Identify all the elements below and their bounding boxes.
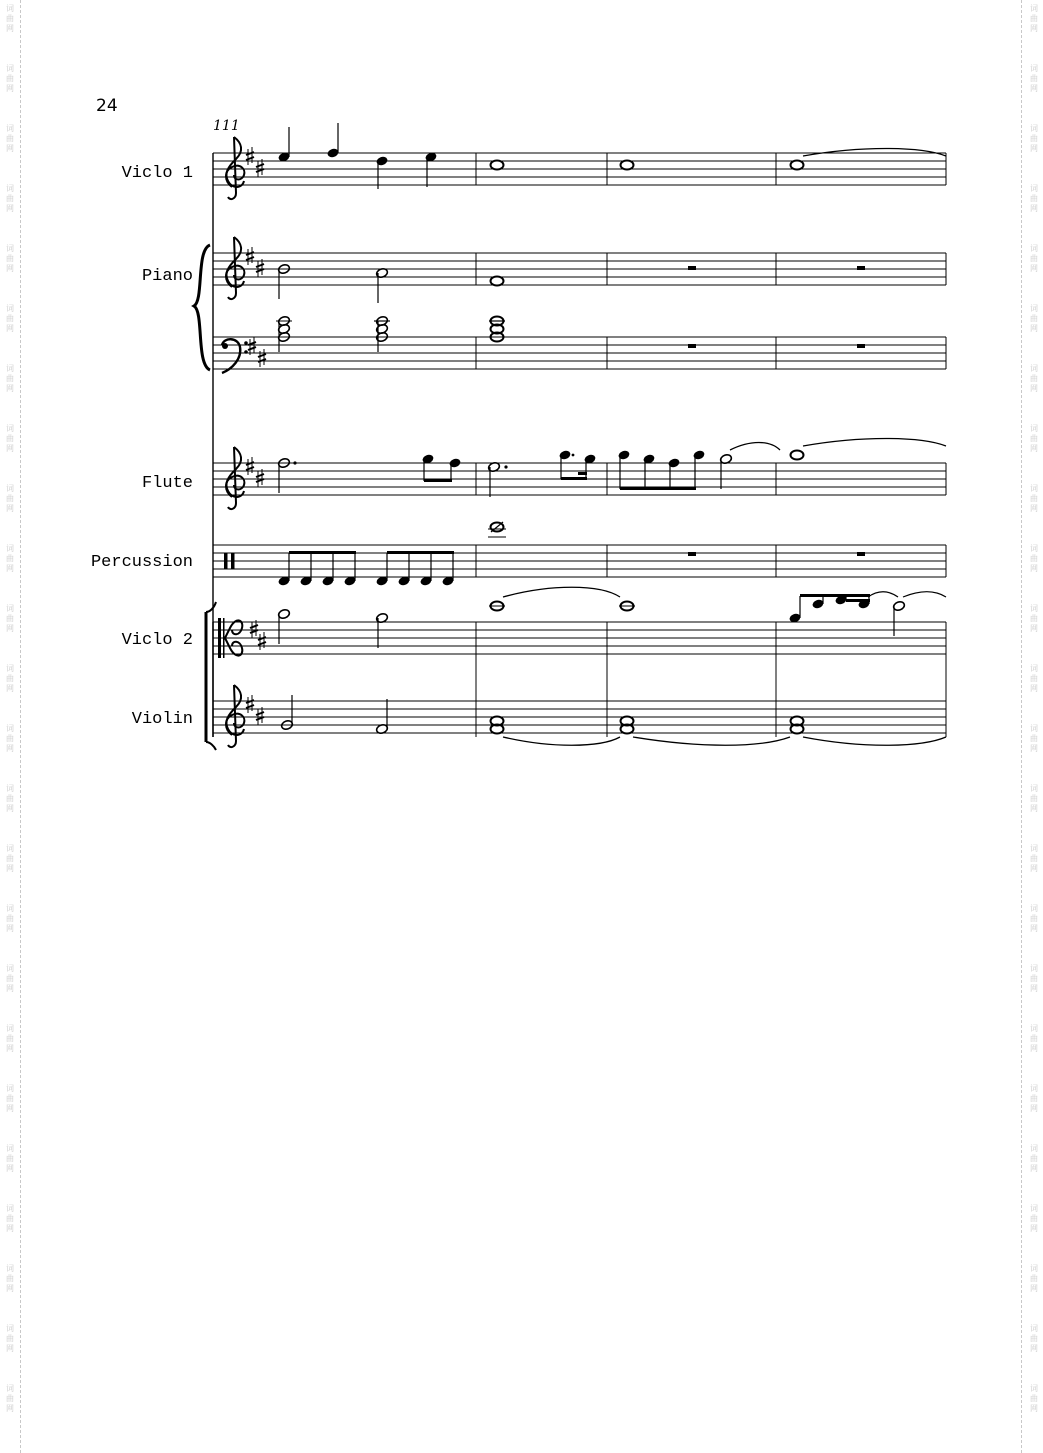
watermark-char: 网 [6,444,14,453]
watermark-char: 曲 [1030,374,1038,383]
watermark-char: 曲 [1030,434,1038,443]
sharp-icon [256,159,264,177]
instrument-label-flute: Flute [141,474,193,493]
watermark-char: 网 [6,624,14,633]
rest-icon [688,266,696,270]
notes [277,587,946,648]
sharp-icon [248,337,256,355]
bass-clef-icon [222,339,248,373]
watermark-char: 词 [1030,424,1038,433]
watermark-char: 网 [1030,804,1038,813]
watermark-char: 网 [6,144,14,153]
watermark-char: 词 [1030,1324,1038,1333]
watermark-char: 曲 [1030,1154,1038,1163]
watermark-char: 网 [1030,744,1038,753]
watermark-char: 词 [6,844,14,853]
watermark-char: 词 [6,664,14,673]
watermark-char: 网 [1030,324,1038,333]
watermark-char: 网 [1030,924,1038,933]
watermark-char: 网 [6,384,14,393]
rest-icon [857,266,865,270]
watermark-char: 网 [1030,504,1038,513]
watermark-char: 曲 [1030,1034,1038,1043]
watermark-char: 词 [6,124,14,133]
watermark-char: 词 [1030,784,1038,793]
staff-percussion [213,522,946,587]
treble-clef-icon [226,237,244,299]
staff-violin [213,685,946,747]
watermark-char: 词 [1030,1024,1038,1033]
watermark-char: 词 [6,1204,14,1213]
watermark-char: 曲 [1030,14,1038,23]
watermark-char: 曲 [6,74,14,83]
instrument-label-piano: Piano [141,267,193,286]
watermark-char: 曲 [6,1274,14,1283]
watermark-char: 网 [1030,864,1038,873]
watermark-char: 词 [6,784,14,793]
watermark-char: 曲 [1030,734,1038,743]
watermark-char: 曲 [6,1154,14,1163]
instrument-label-viclo2: Viclo 2 [121,631,193,650]
watermark-char: 曲 [6,374,14,383]
watermark-char: 词 [6,1144,14,1153]
watermark-char: 词 [6,964,14,973]
watermark-char: 词 [1030,484,1038,493]
notes [276,315,865,352]
watermark-char: 曲 [6,1334,14,1343]
watermark-char: 曲 [6,494,14,503]
watermark-char: 词 [6,184,14,193]
watermark-char: 曲 [6,434,14,443]
watermark-char: 词 [1030,964,1038,973]
staff-piano-bass [213,315,946,373]
watermark-char: 曲 [1030,1394,1038,1403]
watermark-char: 词 [1030,184,1038,193]
treble-clef-icon [226,685,244,747]
watermark-char: 网 [1030,24,1038,33]
watermark-char: 网 [6,924,14,933]
watermark-char: 词 [1030,664,1038,673]
watermark-char: 曲 [6,794,14,803]
watermark-char: 词 [6,604,14,613]
watermark-char: 网 [6,1404,14,1413]
watermark-char: 曲 [1030,914,1038,923]
watermark-char: 词 [6,64,14,73]
watermark-char: 词 [6,1324,14,1333]
watermark-char: 词 [6,1084,14,1093]
rest-icon [857,552,865,556]
watermark-char: 词 [6,424,14,433]
watermark-char: 曲 [6,674,14,683]
sharp-icon [258,632,266,650]
watermark-char: 词 [6,304,14,313]
watermark-char: 网 [6,744,14,753]
watermark-char: 网 [1030,984,1038,993]
watermark-char: 词 [1030,1144,1038,1153]
staff-piano-treble [213,237,946,303]
watermark-char: 曲 [1030,1094,1038,1103]
watermark-char: 词 [1030,904,1038,913]
watermark-char: 网 [6,504,14,513]
watermark-char: 网 [6,324,14,333]
watermark-char: 网 [1030,204,1038,213]
watermark-char: 曲 [6,614,14,623]
watermark-char: 词 [1030,544,1038,553]
watermark-char: 曲 [1030,194,1038,203]
watermark-char: 词 [1030,304,1038,313]
sharp-icon [256,707,264,725]
watermark-char: 曲 [1030,494,1038,503]
watermark-char: 词 [6,364,14,373]
watermark-char: 曲 [6,1394,14,1403]
rest-icon [688,552,696,556]
sharp-icon [258,349,266,367]
watermark-char: 词 [1030,604,1038,613]
watermark-char: 网 [6,84,14,93]
watermark-char: 曲 [1030,254,1038,263]
watermark-char: 词 [1030,4,1038,13]
instrument-label-viclo1: Viclo 1 [121,164,193,183]
watermark-char: 曲 [1030,74,1038,83]
watermark-char: 曲 [1030,314,1038,323]
watermark-char: 曲 [1030,674,1038,683]
percussion-clef-icon [224,553,228,569]
watermark-char: 词 [6,1384,14,1393]
page-number: 24 [96,96,118,116]
watermark-char: 曲 [1030,1274,1038,1283]
watermark-char: 曲 [6,734,14,743]
notes [277,123,946,189]
sharp-icon [256,259,264,277]
watermark-char: 网 [1030,84,1038,93]
watermark-char: 网 [1030,444,1038,453]
sharp-icon [246,147,254,165]
treble-clef-icon [226,137,244,199]
watermark-char: 词 [6,724,14,733]
watermark-char: 词 [1030,364,1038,373]
watermark-char: 曲 [6,554,14,563]
sharp-icon [246,457,254,475]
watermark-char: 网 [1030,564,1038,573]
watermark-char: 词 [1030,244,1038,253]
watermark-char: 曲 [6,1034,14,1043]
watermark-char: 曲 [1030,1214,1038,1223]
watermark-char: 曲 [6,194,14,203]
watermark-char: 网 [6,804,14,813]
watermark-char: 曲 [6,1214,14,1223]
staff-flute [213,439,946,510]
watermark-char: 网 [1030,684,1038,693]
piano-brace [194,245,210,370]
watermark-char: 词 [6,484,14,493]
rest-icon [857,344,865,348]
watermark-char: 网 [6,864,14,873]
watermark-char: 词 [6,904,14,913]
watermark-char: 曲 [6,314,14,323]
watermark-char: 网 [6,564,14,573]
watermark-char: 网 [6,24,14,33]
watermark-char: 词 [1030,1384,1038,1393]
watermark-char: 网 [6,1164,14,1173]
watermark-char: 曲 [1030,554,1038,563]
watermark-char: 网 [1030,1344,1038,1353]
watermark-char: 曲 [6,974,14,983]
watermark-char: 曲 [6,1094,14,1103]
watermark-char: 词 [1030,1084,1038,1093]
watermark-char: 曲 [1030,1334,1038,1343]
watermark-char: 网 [1030,144,1038,153]
watermark-char: 词 [1030,844,1038,853]
watermark-char: 曲 [6,134,14,143]
watermark-char: 网 [6,1224,14,1233]
watermark-char: 曲 [6,914,14,923]
watermark-char: 曲 [1030,614,1038,623]
sharp-icon [256,469,264,487]
watermark-char: 网 [1030,1104,1038,1113]
watermark-char: 网 [6,1044,14,1053]
rest-icon [688,344,696,348]
watermark-char: 曲 [6,14,14,23]
instrument-label-percussion: Percussion [90,553,193,572]
watermark-char: 曲 [6,254,14,263]
watermark-char: 词 [1030,1204,1038,1213]
staff-viclo2 [213,587,946,737]
watermark-char: 词 [1030,64,1038,73]
watermark-char: 曲 [1030,794,1038,803]
watermark-char: 词 [6,1024,14,1033]
watermark-char: 网 [1030,624,1038,633]
watermark-char: 网 [6,1284,14,1293]
watermark-char: 词 [6,4,14,13]
watermark-char: 网 [6,984,14,993]
instrument-label-violin: Violin [131,710,193,729]
sharp-icon [246,247,254,265]
watermark-char: 网 [6,204,14,213]
watermark-char: 词 [6,244,14,253]
watermark-char: 网 [1030,264,1038,273]
watermark-char: 曲 [1030,974,1038,983]
staff-viclo1 [213,123,946,199]
watermark-char: 词 [6,544,14,553]
notes [280,695,946,745]
watermark-char: 词 [1030,724,1038,733]
sharp-icon [246,695,254,713]
watermark-char: 网 [6,264,14,273]
watermark-char: 网 [6,1344,14,1353]
watermark-char: 词 [1030,124,1038,133]
watermark-char: 网 [1030,1224,1038,1233]
watermark-char: 曲 [1030,854,1038,863]
watermark-char: 网 [6,1104,14,1113]
measure-number: 111 [213,118,240,134]
watermark-char: 曲 [6,854,14,863]
notes [277,439,946,498]
watermark-char: 网 [1030,384,1038,393]
watermark-char: 网 [1030,1284,1038,1293]
treble-clef-icon [226,447,244,509]
watermark-char: 词 [6,1264,14,1273]
sharp-icon [250,620,258,638]
watermark-char: 网 [1030,1404,1038,1413]
watermark-char: 网 [1030,1044,1038,1053]
watermark-char: 网 [6,684,14,693]
watermark-char: 网 [1030,1164,1038,1173]
watermark-char: 曲 [1030,134,1038,143]
watermark-char: 词 [1030,1264,1038,1273]
